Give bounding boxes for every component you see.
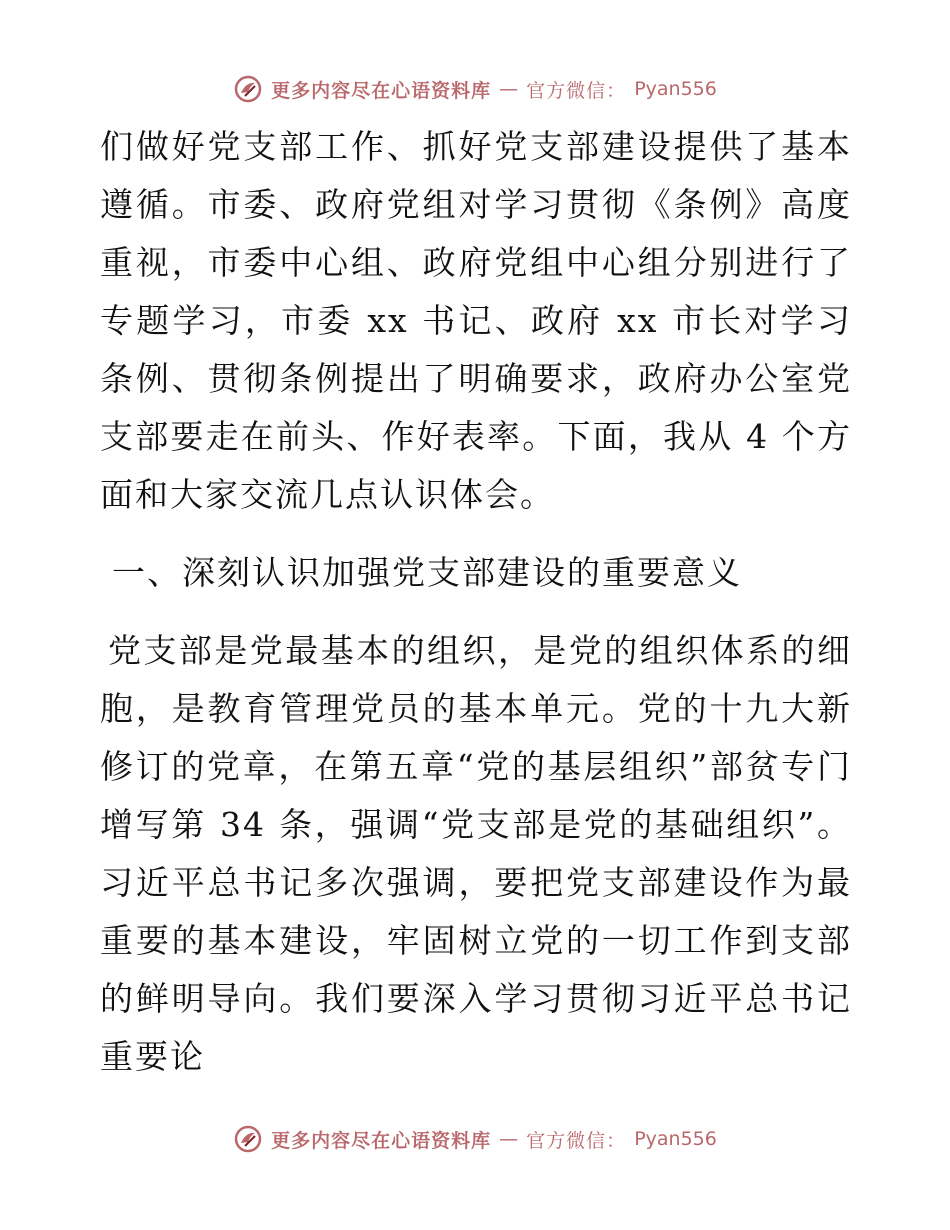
watermark-text: 更多内容尽在心语资料库 <box>271 1129 492 1152</box>
watermark-text: 更多内容尽在心语资料库 <box>271 79 492 102</box>
brand-logo-icon <box>233 74 263 104</box>
watermark-wechat-label: 官方微信： <box>526 1129 627 1152</box>
watermark-wechat-id: Pyan556 <box>634 78 717 100</box>
body-paragraph-1: 们做好党支部工作、抓好党支部建设提供了基本遵循。市委、政府党组对学习贯彻《条例》高度重视，市委中心组、政府党组中心组分别进行了专题学习，市委 xx 书记、政府 xx 市长对学习条例、贯彻条例提出了明确要求，政府办公室党支部要走在前头、作好表率。下面，我从 4 个方面和大家交流几点认识体会。 <box>100 127 852 514</box>
document-body <box>100 118 852 1086</box>
brand-logo-icon <box>233 1124 263 1154</box>
watermark-wechat-label: 官方微信： <box>526 79 627 102</box>
watermark-wechat-id: Pyan556 <box>634 1128 717 1150</box>
header-watermark <box>0 74 950 104</box>
watermark-separator: — <box>499 1128 519 1150</box>
section-heading: 一、深刻认识加强党支部建设的重要意义 <box>112 553 742 592</box>
watermark-separator: — <box>499 78 519 100</box>
body-paragraph-2: 党支部是党最基本的组织，是党的组织体系的细胞，是教育管理党员的基本单元。党的十九大新修订的党章，在第五章“党的基层组织”部贫专门增写第 34 条，强调“党支部是党的基础组织”。习近平总书记多次强调，要把党支部建设作为最重要的基本建设，牢固树立党的一切工作到支部的鲜明导向。我们要深入学习贯彻习近平总书记重要论 <box>100 631 852 1076</box>
footer-watermark <box>0 1124 950 1154</box>
